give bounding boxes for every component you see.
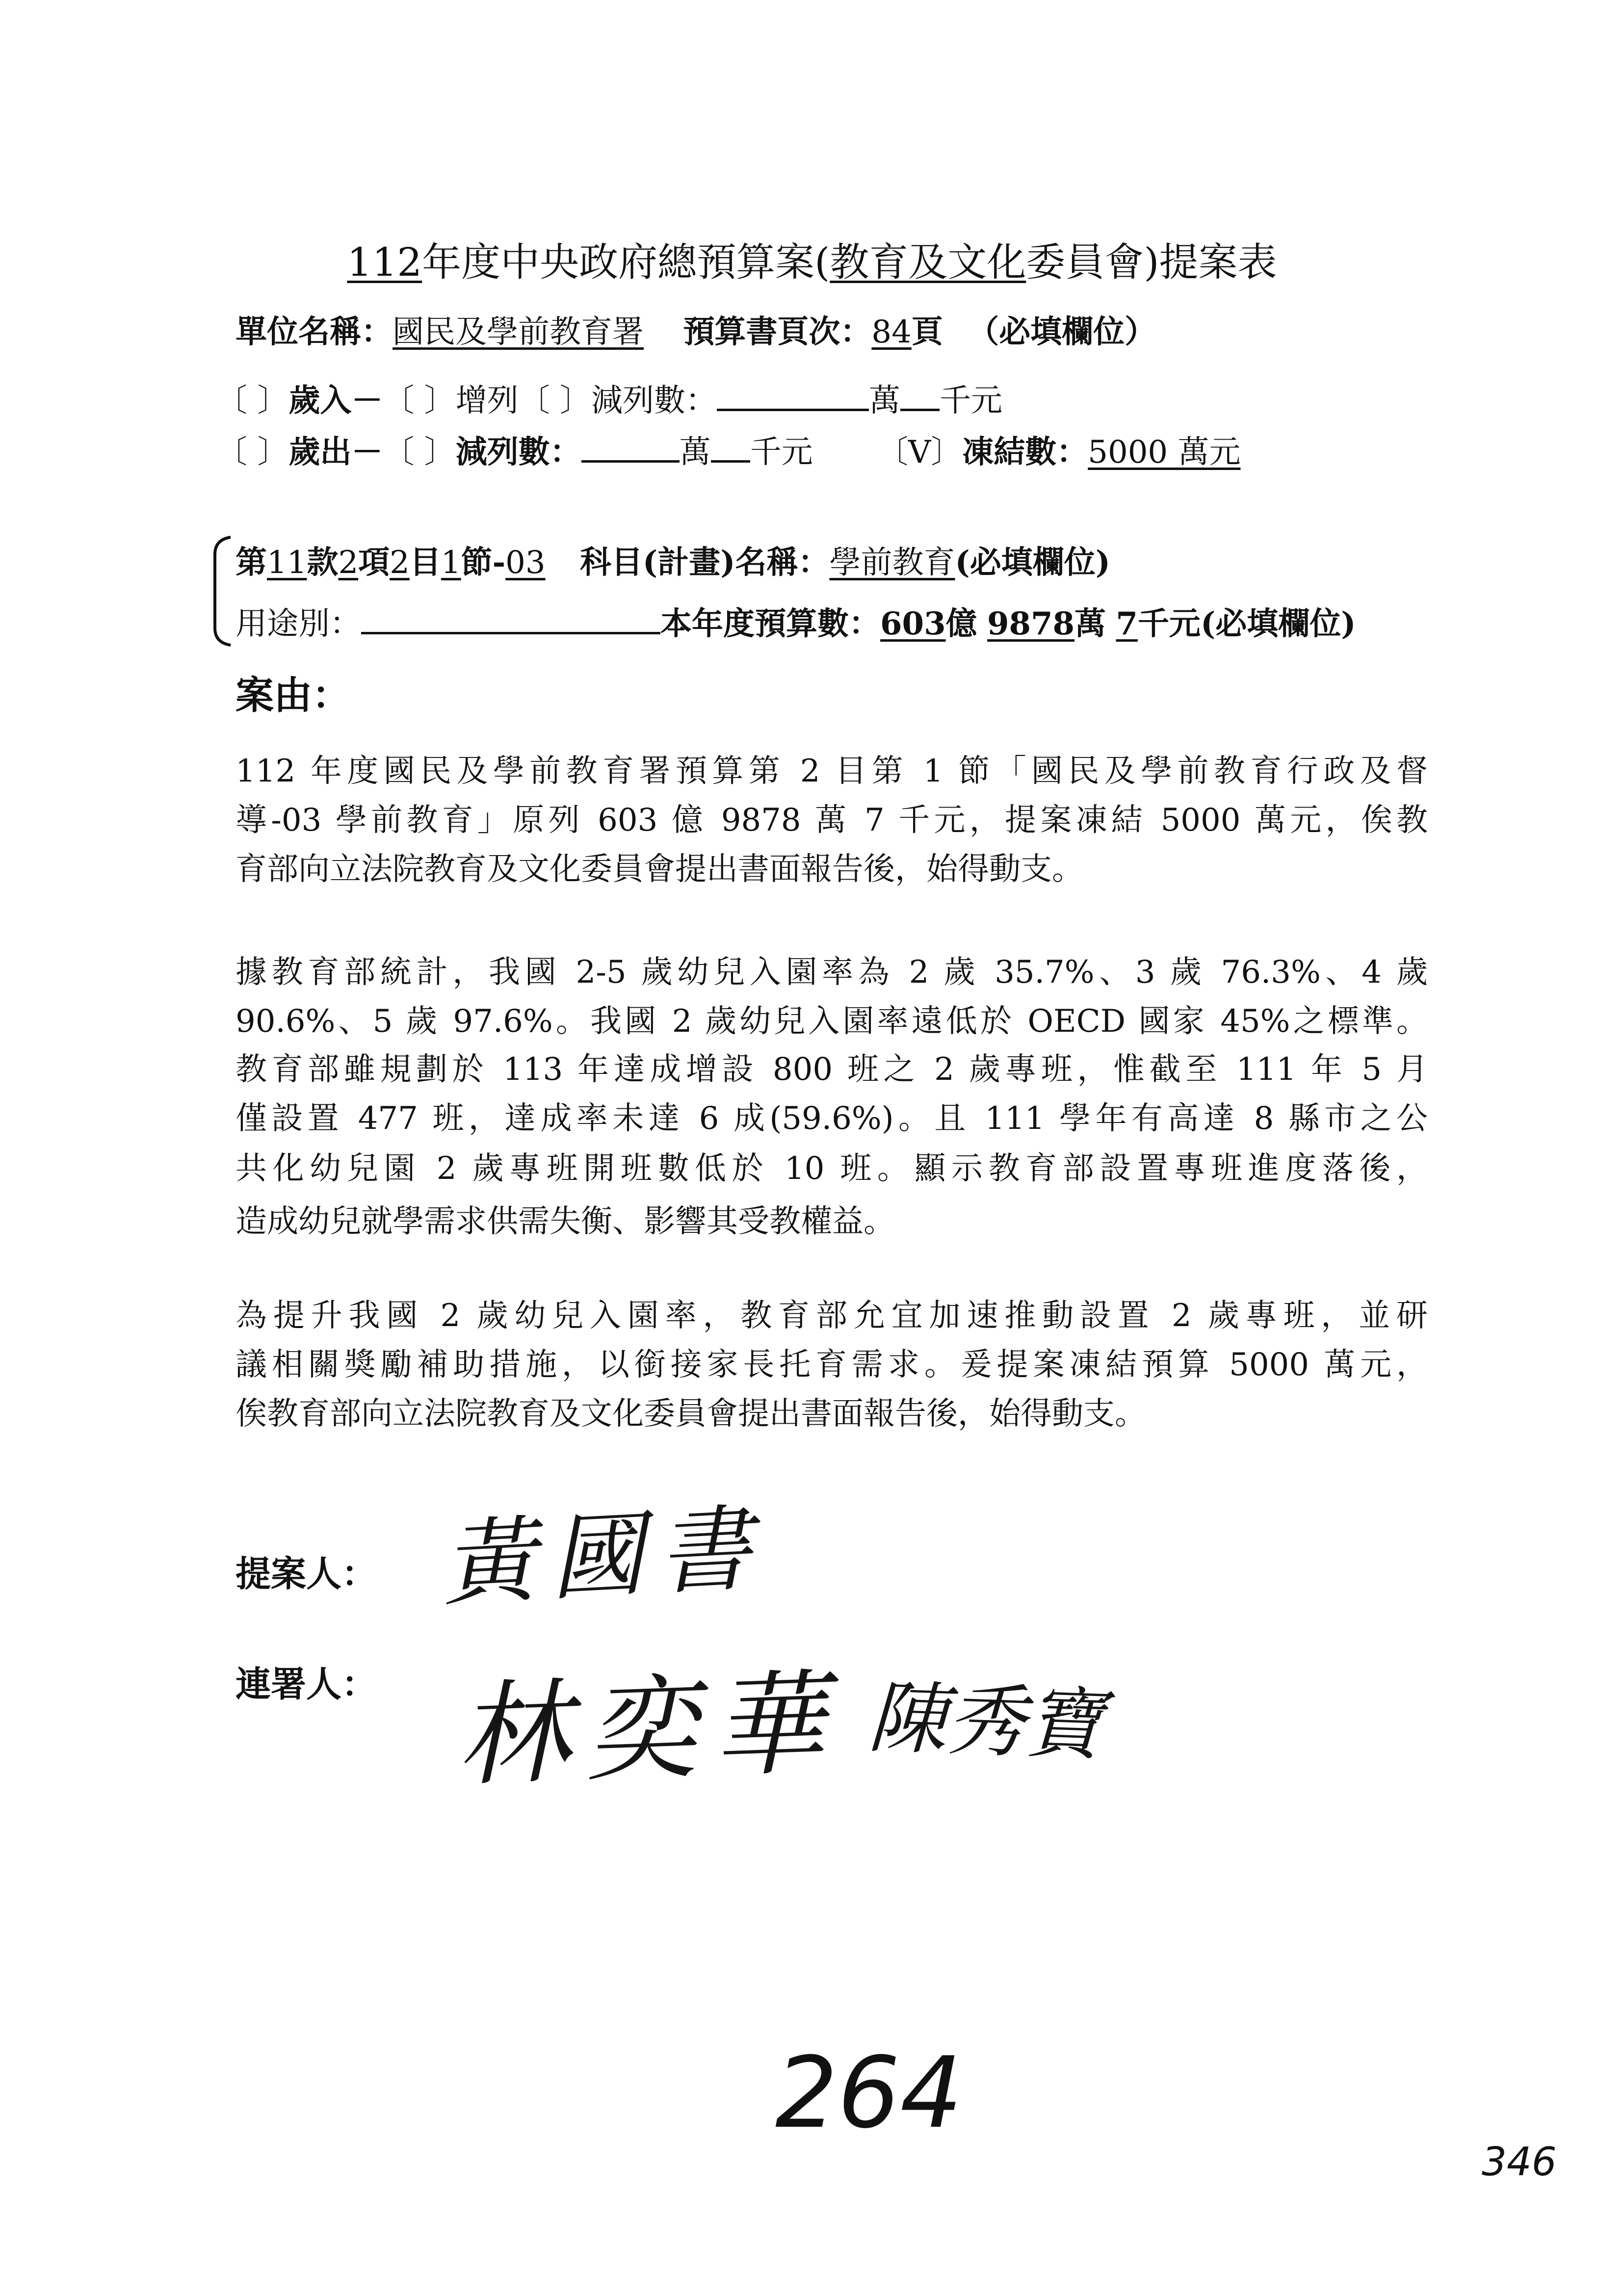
paragraph-line: 教育部雖規劃於 113 年達成增設 800 班之 2 歲專班，惟截至 111 年 5 月 [236,1051,1428,1088]
subject-name: 學前教育 [829,545,955,581]
paragraph-line: 據教育部統計，我國 2-5 歲幼兒入園率為 2 歲 35.7%、3 歲 76.3%、4 歲 [236,954,1428,991]
freeze-checkbox[interactable]: 〔V〕 [877,434,963,470]
expense-checkbox[interactable]: 〔 〕 [216,434,289,470]
cosigner-signature-2: 陳秀寶 [866,1671,1105,1772]
paragraph-line: 90.6%、5 歲 97.6%。我國 2 歲幼兒入園率遠低於 OECD 國家 45%之標準。 [236,1003,1428,1040]
paragraph-line: 112 年度國民及學前教育署預算第 2 目第 1 節「國民及學前教育行政及督 [236,753,1428,789]
revenue-thousand-blank[interactable] [900,379,940,411]
item-row: 第11款2項2目1節-03 科目(計畫)名稱：學前教育(必填欄位) [236,544,1111,581]
paragraph-line: 俟教育部向立法院教育及文化委員會提出書面報告後，始得動支。 [236,1396,1146,1432]
revenue-checkbox[interactable]: 〔 〕 [216,383,289,419]
paragraph-line: 導-03 學前教育」原列 603 億 9878 萬 7 千元，提案凍結 5000 萬元，俟教 [236,802,1428,838]
handwritten-page-number: 264 [775,2036,963,2150]
page-number: 84 [871,314,912,350]
budget-row: 用途別： 本年度預算數：603億 9878萬 7千元(必填欄位) [236,599,1356,644]
form-title: 112年度中央政府總預算案(教育及文化委員會)提案表 [347,239,1277,285]
paragraph-line: 育部向立法院教育及文化委員會提出書面報告後，始得動支。 [236,851,1083,887]
expense-thousand-blank[interactable] [711,431,750,463]
revenue-wan-blank[interactable] [717,379,869,411]
paragraph-line: 議相關獎勵補助措施，以銜接家長托育需求。爰提案凍結預算 5000 萬元， [236,1347,1428,1383]
paragraph-line: 共化幼兒園 2 歲專班開班數低於 10 班。顯示教育部設置專班進度落後， [236,1150,1428,1187]
expense-row: 〔 〕歲出－〔 〕減列數： 萬 千元 〔V〕凍結數：5000 萬元 [216,427,1240,472]
increase-checkbox[interactable]: 〔 〕 [383,383,456,419]
corner-number: 346 [1482,2139,1557,2185]
proposer-label: 提案人： [236,1553,377,1594]
paragraph-line: 為提升我國 2 歲幼兒入園率，教育部允宜加速推動設置 2 歲專班，並研 [236,1298,1428,1334]
expense-decrease-checkbox[interactable]: 〔 〕 [383,434,456,470]
paragraph-line: 造成幼兒就學需求供需失衡、影響其受教權益。 [236,1203,895,1240]
cosigner-label: 連署人： [236,1663,377,1705]
revenue-row: 〔 〕歲入－〔 〕增列〔 〕減列數： 萬 千元 [216,375,1002,420]
expense-wan-blank[interactable] [581,431,680,463]
unit-name: 國民及學前教育署 [393,314,644,350]
decrease-checkbox[interactable]: 〔 〕 [518,383,592,419]
freeze-amount: 5000 萬元 [1088,434,1241,470]
unit-row: 單位名稱：國民及學前教育署 預算書頁次：84頁 （必填欄位） [236,313,1156,350]
usage-blank[interactable] [361,602,660,634]
proposer-signature: 黃國書 [439,1493,769,1619]
left-brace [211,535,236,648]
cosigner-signature-1: 林奕華 [454,1658,842,1802]
paragraph-line: 僅設置 477 班，達成率未達 6 成(59.6%)。且 111 學年有高達 8 縣市之公 [236,1100,1428,1137]
reason-heading: 案由： [236,673,351,718]
